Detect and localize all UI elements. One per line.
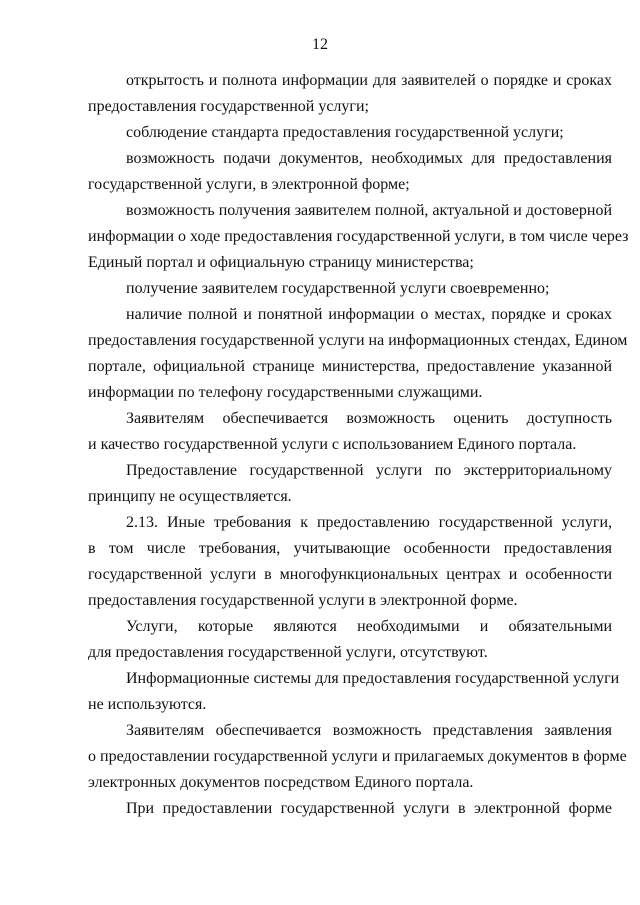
paragraph <box>88 198 629 276</box>
paragraph-line: получение заявителем государственной услуги своевременно; <box>126 280 550 297</box>
paragraph-line: Заявителям обеспечивается возможность представления заявления <box>126 722 612 739</box>
paragraph-line: не используются. <box>88 696 207 713</box>
paragraph-line: Предоставление государственной услуги по экстерриториальному <box>126 462 612 479</box>
paragraph-line: Единый портал и официальную страницу министерства; <box>88 254 474 271</box>
paragraph-line: возможность подачи документов, необходимых для предоставления <box>126 150 612 167</box>
paragraph-line: Заявителям обеспечивается возможность оценить доступность <box>126 410 612 427</box>
paragraph-line: и качество государственной услуги с использованием Единого портала. <box>88 436 577 453</box>
paragraph-line: предоставления государственной услуги; <box>88 98 369 115</box>
paragraph <box>88 406 612 458</box>
paragraph <box>88 718 627 796</box>
paragraph-line: открытость и полнота информации для заявителей о порядке и сроках <box>126 72 612 89</box>
paragraph-line: Информационные системы для предоставления государственной услуги <box>126 670 620 687</box>
paragraph-line: соблюдение стандарта предоставления государственной услуги; <box>126 124 564 141</box>
paragraph-line: Услуги, которые являются необходимыми и обязательными <box>126 618 612 635</box>
paragraph-line: предоставления государственной услуги на информационных стендах, Едином <box>88 332 628 349</box>
paragraph-line: о предоставлении государственной услуги и прилагаемых документов в форме <box>88 748 627 765</box>
paragraph <box>88 458 612 510</box>
page-number: 12 <box>312 36 328 53</box>
paragraph-line: 2.13. Иные требования к предоставлению государственной услуги, <box>126 514 612 531</box>
paragraph-line: принципу не осуществляется. <box>88 488 292 505</box>
paragraph-line: При предоставлении государственной услуги в электронной форме <box>126 800 612 817</box>
paragraph-line: возможность получения заявителем полной, актуальной и достоверной <box>126 202 612 219</box>
paragraph <box>88 666 620 718</box>
paragraph-line: предоставления государственной услуги в электронной форме. <box>88 592 518 609</box>
paragraph-line: наличие полной и понятной информации о местах, порядке и сроках <box>126 306 612 323</box>
paragraph-line: в том числе требования, учитывающие особенности предоставления <box>88 540 612 557</box>
paragraph-line: информации по телефону государственными служащими. <box>88 384 483 401</box>
document-body <box>88 68 629 822</box>
paragraph-line: электронных документов посредством Единого портала. <box>88 774 474 791</box>
paragraph-line: информации о ходе предоставления государственной услуги, в том числе через <box>88 228 629 245</box>
paragraph-line: государственной услуги в многофункциональных центрах и особенности <box>88 566 612 583</box>
paragraph <box>88 796 612 822</box>
paragraph <box>88 120 612 146</box>
paragraph <box>88 276 612 302</box>
paragraph-line: для предоставления государственной услуги, отсутствуют. <box>88 644 488 661</box>
paragraph <box>88 146 612 198</box>
paragraph <box>88 68 612 120</box>
paragraph-line: государственной услуги, в электронной форме; <box>88 176 410 193</box>
paragraph-line: портале, официальной странице министерства, предоставление указанной <box>88 358 612 375</box>
paragraph <box>88 614 612 666</box>
paragraph <box>88 302 628 406</box>
paragraph <box>88 510 612 614</box>
